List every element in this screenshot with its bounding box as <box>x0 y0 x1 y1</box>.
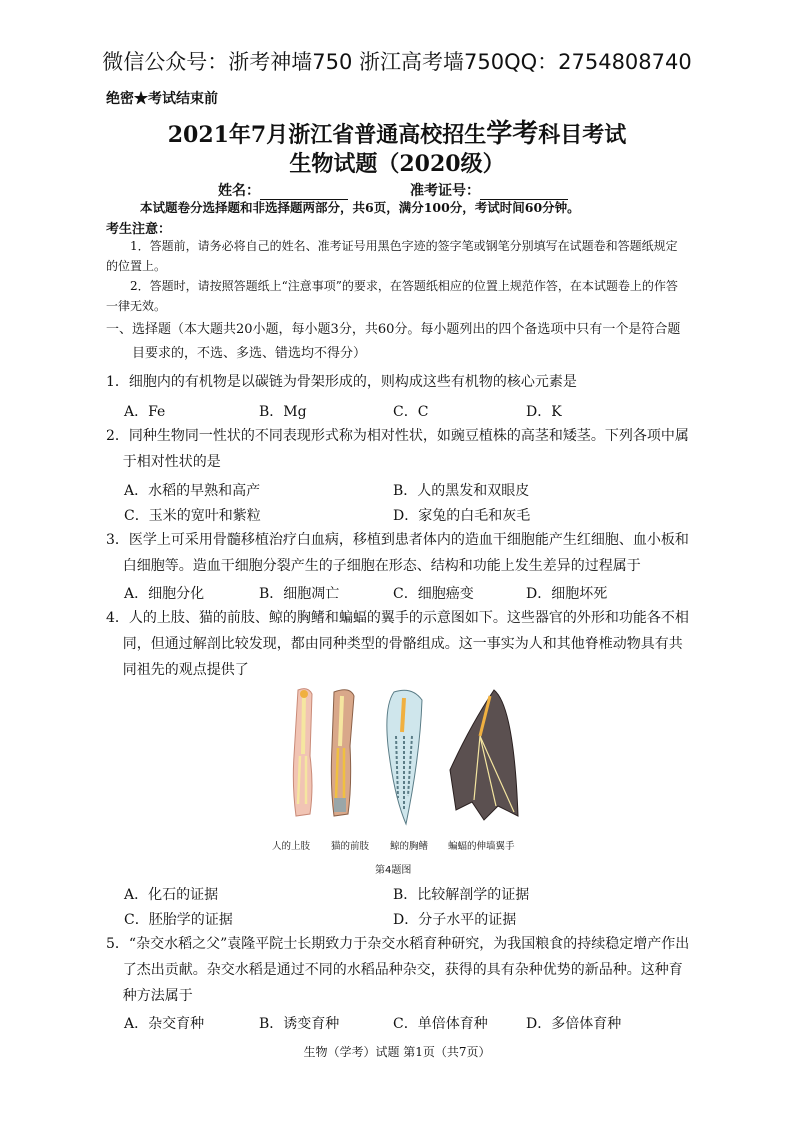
q1-option-a: A．Fe <box>124 404 166 420</box>
candidate-fields <box>218 180 568 200</box>
figure-label-human: 人的上肢 <box>272 841 311 852</box>
q4-option-d: D．分子水平的证据 <box>393 912 517 928</box>
question-1-stem: 1．细胞内的有机物是以碳链为骨架形成的，则构成这些有机物的核心元素是 <box>106 374 577 390</box>
human-arm-image <box>293 689 312 816</box>
figure-label-cat: 猫的前肢 <box>331 841 370 852</box>
bat-wing-image <box>450 690 518 820</box>
figure-caption: 第4题图 <box>375 865 412 876</box>
notice-heading: 考生注意： <box>106 222 172 237</box>
q1-option-c: C．C <box>393 404 429 420</box>
notice-item-2: 2．答题时，请按照答题纸上“注意事项”的要求，在答题纸相应的位置上规范作答，在本试题卷上的作答一律无效。 <box>106 279 678 313</box>
section-heading: 一、选择题（本大题共20小题，每小题3分，共60分。每小题列出的四个备选项中只有一个是符合题目要求的，不选、多选、错选均不得分） <box>106 322 681 361</box>
title-pre: 2021年7月浙江省普通高校招生 <box>167 122 487 148</box>
q2-option-b: B．人的黑发和双眼皮 <box>393 483 530 499</box>
q3-option-c: C．细胞癌变 <box>393 586 474 602</box>
notice-item-1: 1．答题前，请务必将自己的姓名、准考证号用黑色字迹的签字笔或钢笔分别填写在试题卷和答题纸规定的位置上。 <box>106 239 678 273</box>
page-footer: 生物（学考）试题 第1页（共7页） <box>303 1045 491 1059</box>
q5-option-b: B．诱变育种 <box>259 1016 340 1032</box>
q3-option-d: D．细胞坏死 <box>526 586 608 602</box>
figure-label-bat: 蝙蝠的伸墙翼手 <box>448 841 515 852</box>
q3-option-a: A．细胞分化 <box>124 586 205 602</box>
q2-option-d: D．家兔的白毛和灰毛 <box>393 508 531 524</box>
whale-flipper-image <box>387 690 422 824</box>
q5-option-d: D．多倍体育种 <box>526 1016 622 1032</box>
q5-option-a: A．杂交育种 <box>124 1016 205 1032</box>
question-4-stem: 4．人的上肢、猫的前肢、鲸的胸鳍和蝙蝠的翼手的示意图如下。这些器官的外形和功能各不相同，但通过解剖比较发现，都由同种类型的骨骼组成。这一事实为人和其他脊椎动物具有共同祖先的观点提供了 <box>106 610 689 678</box>
q4-option-a: A．化石的证据 <box>124 887 219 903</box>
exam-title <box>0 113 794 150</box>
q1-option-d: D．K <box>526 404 562 420</box>
cat-forelimb-image <box>331 690 354 816</box>
watermark-text: 微信公众号：浙考神墙750 浙江高考墙750QQ：2754808740 <box>102 50 692 74</box>
figure-label-whale: 鲸的胸鳍 <box>390 841 429 852</box>
secret-label: 绝密★考试结束前 <box>106 91 218 107</box>
exam-intro: 本试题卷分选择题和非选择题两部分，共6页，满分100分，考试时间60分钟。 <box>140 200 580 215</box>
q2-option-a: A．水稻的早熟和高产 <box>124 483 261 499</box>
limb-comparison-figure <box>284 686 524 836</box>
q4-option-c: C．胚胎学的证据 <box>124 912 233 928</box>
q5-option-c: C．单倍体育种 <box>393 1016 488 1032</box>
q2-option-c: C．玉米的宽叶和紫粒 <box>124 508 261 524</box>
question-2-stem: 2．同种生物同一性状的不同表现形式称为相对性状，如豌豆植株的高茎和矮茎。下列各项中属于相对性状的是 <box>106 428 689 470</box>
q1-option-b: B．Mg <box>259 404 307 420</box>
name-label: 姓名： <box>218 183 260 199</box>
title-big: 学考 <box>486 119 539 149</box>
question-5-stem: 5．“杂交水稻之父”袁隆平院士长期致力于杂交水稻育种研究，为我国粮食的持续稳定增产作出了杰出贡献。杂交水稻是通过不同的水稻品种杂交，获得的具有杂种优势的新品种。这种育种方法属于 <box>106 936 690 1004</box>
title-post: 科目考试 <box>538 122 627 148</box>
exam-subtitle: 生物试题（2020级） <box>289 151 505 177</box>
id-label: 准考证号： <box>410 183 480 199</box>
q4-option-b: B．比较解剖学的证据 <box>393 887 530 903</box>
q3-option-b: B．细胞凋亡 <box>259 586 340 602</box>
question-3-stem: 3．医学上可采用骨髓移植治疗白血病，移植到患者体内的造血干细胞能产生红细胞、血小板和白细胞等。造血干细胞分裂产生的子细胞在形态、结构和功能上发生差异的过程属于 <box>106 532 689 574</box>
